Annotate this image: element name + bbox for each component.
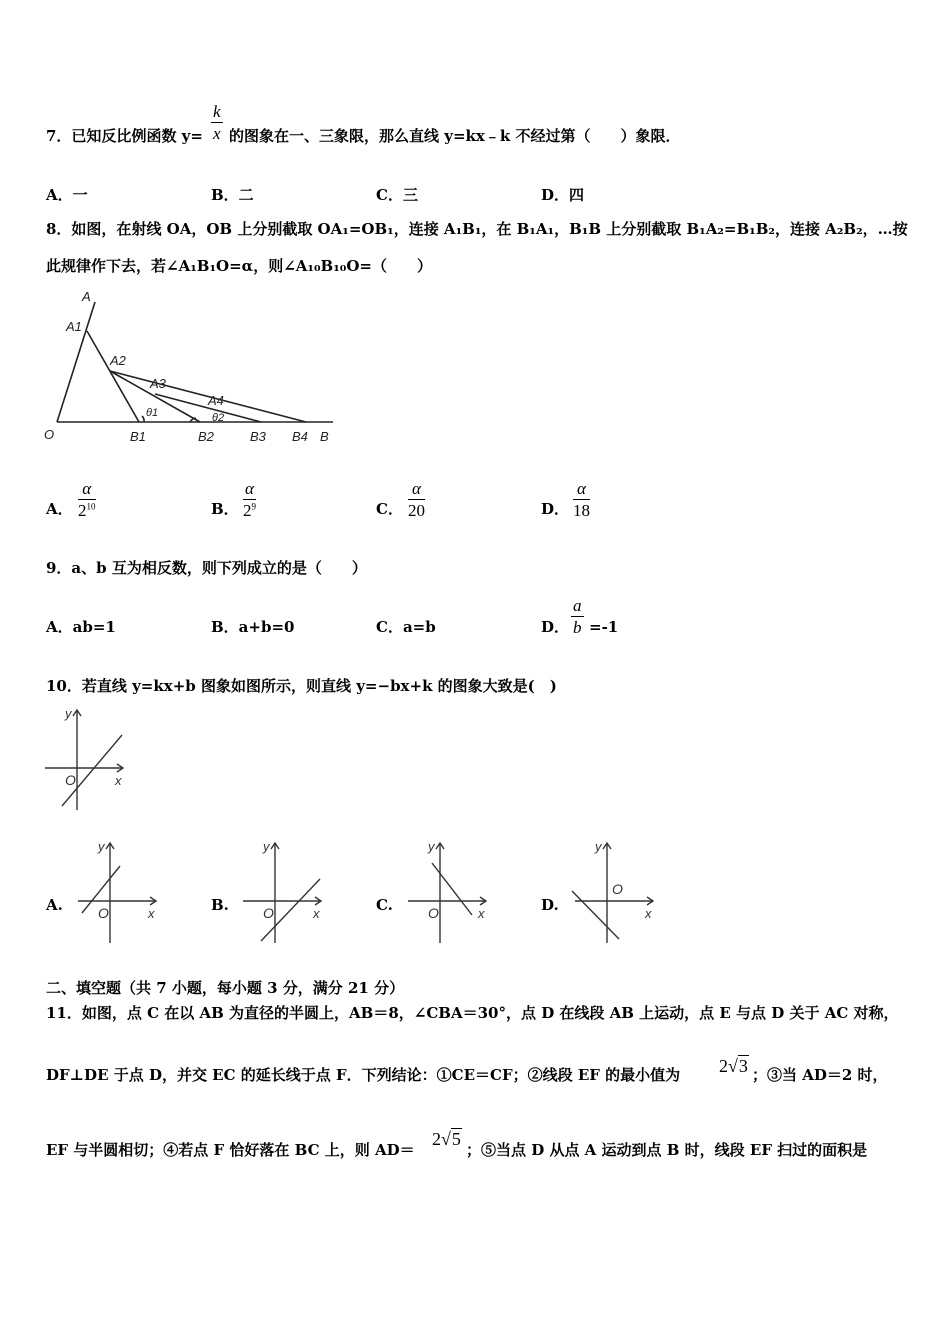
coordinate-graph — [46, 838, 176, 948]
fraction-denominator: b — [573, 618, 582, 637]
y-axis-label: y — [263, 839, 270, 854]
option-fraction — [573, 480, 590, 519]
label-a: A — [82, 289, 91, 304]
x-axis-label: x — [148, 906, 155, 921]
coefficient: 2 — [432, 1129, 441, 1149]
option-letter: B. — [211, 896, 229, 914]
fraction-denominator: x — [213, 124, 221, 143]
origin-label: O — [263, 905, 274, 921]
fraction-denominator: 18 — [573, 501, 590, 520]
option-letter: C． — [376, 500, 403, 518]
option-fraction — [243, 480, 256, 519]
option-letter: B． — [211, 500, 239, 518]
section-heading: 二、填空题（共 7 小题，每小题 3 分，满分 21 分） — [46, 979, 405, 997]
label-a1: A1 — [66, 319, 82, 334]
q8-angle-figure — [40, 285, 340, 450]
q7-option-b[interactable]: B．二 — [211, 186, 254, 204]
q10-stem: 10．若直线 y=kx+b 图象如图所示，则直线 y=−bx+k 的图象大致是( ) — [46, 677, 557, 695]
fraction-numerator: k — [213, 102, 221, 121]
fraction-numerator: α — [82, 479, 92, 498]
option-text: =-1 — [589, 618, 619, 636]
origin-label: O — [65, 772, 76, 788]
function-line — [62, 735, 122, 806]
label-o: O — [44, 427, 55, 442]
q10-option-a[interactable] — [46, 838, 176, 948]
coordinate-graph — [211, 838, 341, 948]
option-fraction — [571, 597, 584, 636]
option-fraction — [408, 480, 425, 519]
coefficient: 2 — [719, 1056, 728, 1076]
label-a2: A2 — [110, 353, 126, 368]
angle-theta1-arc — [142, 416, 144, 422]
q11-line2-pre: DF⊥DE 于点 D，并交 EC 的延长线于点 F．下列结论：①CE＝CF；②线段 EF 的最小值为 — [46, 1066, 681, 1084]
q10-option-c[interactable] — [376, 838, 506, 948]
label-b4: B4 — [292, 429, 308, 444]
label-theta2: θ2 — [212, 412, 225, 424]
fraction-numerator: a — [573, 596, 582, 615]
option-letter: C. — [376, 896, 393, 914]
option-letter: D． — [541, 500, 570, 518]
y-axis-label: y — [98, 839, 105, 854]
q10-given-graph — [40, 705, 170, 815]
coordinate-graph — [376, 838, 506, 948]
q7-stem-post: 的图象在一、三象限，那么直线 y=kx﹣k 不经过第（ ）象限． — [229, 127, 681, 145]
q7-option-d[interactable]: D．四 — [541, 186, 585, 204]
x-axis-label: x — [645, 906, 652, 921]
label-b2: B2 — [198, 429, 214, 444]
origin-label: O — [612, 881, 623, 897]
fraction-numerator: α — [577, 479, 586, 498]
q11-line2-post: ；③当 AD＝2 时， — [752, 1066, 888, 1084]
q7-option-a[interactable]: A．一 — [46, 186, 88, 204]
option-letter: A． — [46, 500, 73, 518]
x-axis-label: x — [313, 906, 320, 921]
q7-option-c[interactable]: C．三 — [376, 186, 418, 204]
x-axis-label: x — [115, 773, 122, 788]
fraction-denominator: 2 — [243, 501, 252, 520]
coordinate-graph — [40, 705, 170, 815]
label-a3: A3 — [150, 376, 166, 391]
exponent: 10 — [86, 501, 96, 512]
label-b: B — [320, 429, 329, 444]
q7-fraction — [211, 103, 223, 142]
q7-stem-pre: 7．已知反比例函数 y= — [46, 127, 203, 145]
q11-line3-post: ；⑤当点 D 从点 A 运动到点 B 时，线段 EF 扫过的面积是 — [466, 1141, 868, 1159]
q9-option-c[interactable]: C．a=b — [376, 618, 436, 636]
q9-stem: 9．a、b 互为相反数，则下列成立的是（ ） — [46, 559, 367, 577]
q9-option-b[interactable]: B．a+b=0 — [211, 618, 295, 636]
origin-label: O — [428, 905, 439, 921]
coordinate-graph — [541, 838, 671, 948]
y-axis-label: y — [65, 706, 72, 721]
y-axis-label: y — [428, 839, 435, 854]
label-a4: A4 — [208, 393, 224, 408]
label-b3: B3 — [250, 429, 266, 444]
q11-line3-pre: EF 与半圆相切；④若点 F 恰好落在 BC 上，则 AD＝ — [46, 1141, 415, 1159]
fraction-numerator: α — [412, 479, 421, 498]
radicand: 5 — [451, 1129, 461, 1149]
fraction-denominator: 20 — [408, 501, 425, 520]
y-axis-label: y — [595, 839, 602, 854]
x-axis-label: x — [478, 906, 485, 921]
option-letter: A. — [46, 896, 63, 914]
q10-option-d[interactable] — [541, 838, 671, 948]
fraction-denominator: 2 — [78, 501, 87, 520]
q10-option-b[interactable] — [211, 838, 341, 948]
sqrt-expression: 2√5 — [432, 1129, 461, 1149]
origin-label: O — [98, 905, 109, 921]
label-theta1: θ1 — [146, 407, 159, 419]
option-letter: D. — [541, 896, 559, 914]
fraction-numerator: α — [245, 479, 254, 498]
q11-line1: 11．如图，点 C 在以 AB 为直径的半圆上，AB＝8，∠CBA＝30°，点 D 在线段 AB 上运动，点 E 与点 D 关于 AC 对称， — [46, 1004, 899, 1022]
q9-option-a[interactable]: A．ab=1 — [46, 618, 116, 636]
sqrt-expression: 2√3 — [719, 1056, 748, 1076]
radicand: 3 — [738, 1056, 748, 1076]
function-line — [572, 891, 619, 939]
exponent: 9 — [251, 501, 256, 512]
option-letter: D． — [541, 618, 570, 636]
q8-stem-line2: 此规律作下去，若∠A₁B₁O=α，则∠A₁₀B₁₀O=（ ） — [46, 257, 433, 275]
label-b1: B1 — [130, 429, 146, 444]
q8-stem-line1: 8．如图，在射线 OA，OB 上分别截取 OA₁=OB₁，连接 A₁B₁，在 B₁A₁，B₁B 上分别截取 B₁A₂=B₁B₂，连接 A₂B₂，…按 — [46, 220, 908, 238]
option-fraction — [78, 480, 96, 519]
